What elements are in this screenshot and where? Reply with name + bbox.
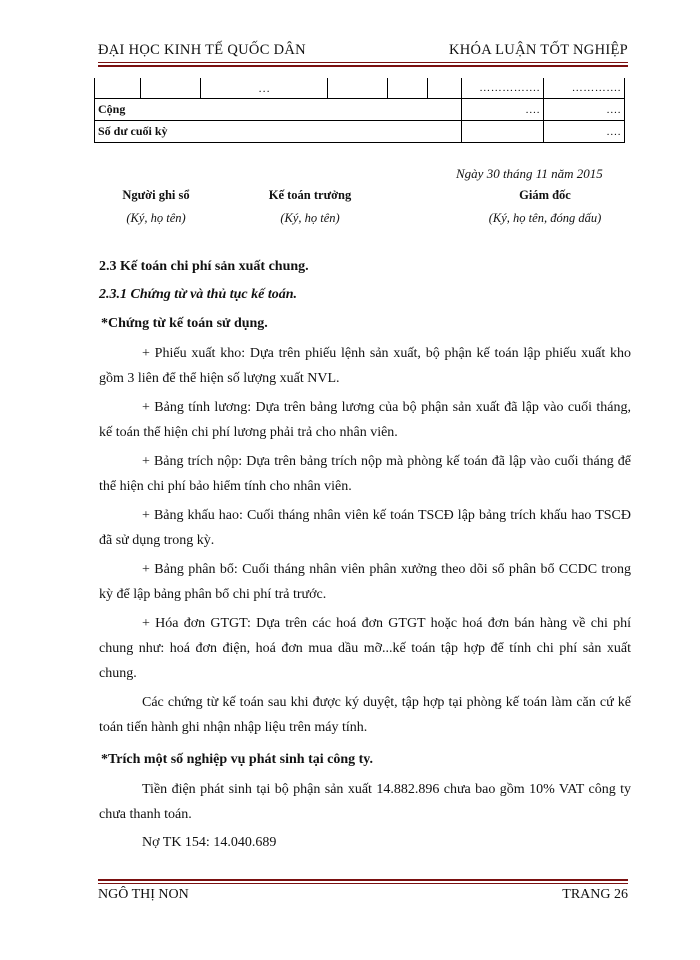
header-thesis: KHÓA LUẬN TỐT NGHIỆP	[448, 42, 628, 58]
table-row-balance	[95, 121, 625, 143]
paragraph: + Bảng trích nộp: Dựa trên bảng trích nộp mà phòng kế toán đã lập vào cuối tháng để thể hiện chi phí bảo hiểm tính cho nhân viên.	[99, 454, 631, 494]
total-label: Cộng	[95, 99, 462, 121]
signature-note: (Ký, họ tên)	[280, 211, 340, 225]
paragraph: Tiền điện phát sinh tại bộ phận sản xuất 14.882.896 chưa bao gồm 10% VAT công ty chưa thanh toán.	[99, 782, 631, 822]
footer-rule-thick	[98, 879, 628, 881]
signature-title: Người ghi sổ	[122, 188, 190, 202]
paragraph: + Bảng phân bổ: Cuối tháng nhân viên phân xưởng theo dõi sổ phân bổ CCDC trong kỳ để lập bảng phân bổ chi phí trả trước.	[99, 562, 631, 602]
paragraph: + Bảng tính lương: Dựa trên bảng lương của bộ phận sản xuất đã lập vào cuối tháng, kế toán thể hiện chi phí lương phải trả cho nhân viên.	[99, 400, 631, 440]
page-header	[98, 38, 628, 62]
balance-label: Số dư cuối kỳ	[95, 121, 462, 143]
signature-chief-accountant	[255, 188, 365, 226]
body-paragraphs	[99, 341, 631, 740]
signature-note: (Ký, họ tên, đóng dấu)	[488, 211, 602, 225]
paragraph: + Bảng khấu hao: Cuối tháng nhân viên kế toán TSCĐ lập bảng trích khấu hao TSCĐ đã sử dụng trong kỳ.	[99, 508, 631, 548]
ellipsis-cell: ………….	[544, 78, 625, 99]
signature-bookkeeper	[104, 188, 208, 226]
footer-rule-thin	[98, 883, 628, 884]
total-value-a: ….	[462, 99, 544, 121]
table-row	[95, 78, 625, 99]
total-value-b: ….	[544, 99, 625, 121]
ellipsis-cell: …	[200, 78, 328, 99]
signature-note: (Ký, họ tên)	[126, 211, 186, 225]
footer-page-number: TRANG 26	[562, 887, 628, 902]
header-university: ĐẠI HỌC KINH TẾ QUỐC DÂN	[98, 42, 306, 58]
signature-director	[470, 188, 620, 226]
ellipsis-cell: …………….	[462, 78, 544, 99]
ledger-table	[94, 78, 625, 143]
section-heading: 2.3 Kế toán chi phí sản xuất chung.	[99, 259, 309, 274]
table-row-total	[95, 99, 625, 121]
signature-title: Kế toán trưởng	[268, 188, 352, 202]
subsection-heading: 2.3.1 Chứng từ và thủ tục kế toán.	[99, 287, 298, 302]
entry-line: Nợ TK 154: 14.040.689	[142, 835, 277, 850]
footer-author: NGÔ THỊ NON	[98, 887, 189, 902]
paragraph: + Hóa đơn GTGT: Dựa trên các hoá đơn GTGT hoặc hoá đơn bán hàng về chi phí chung như: hoá đơn điện, hoá đơn mua dầu mỡ...kế toán tập hợp để tính chi phí sản xuất chung.	[99, 616, 631, 681]
balance-value: ….	[544, 121, 625, 143]
header-rule-thin	[98, 62, 628, 63]
vouchers-heading: *Chứng từ kế toán sử dụng.	[101, 316, 268, 331]
signature-title: Giám đốc	[519, 188, 571, 202]
header-rule-thick	[98, 65, 628, 67]
transaction-paragraph-block	[99, 777, 631, 827]
paragraph: + Phiếu xuất kho: Dựa trên phiếu lệnh sản xuất, bộ phận kế toán lập phiếu xuất kho gồm 3 liên để thể hiện số lượng xuất NVL.	[99, 346, 631, 386]
transactions-heading: *Trích một số nghiệp vụ phát sinh tại công ty.	[101, 752, 374, 767]
date-line: Ngày 30 tháng 11 năm 2015	[456, 166, 603, 181]
paragraph: Các chứng từ kế toán sau khi được ký duyệt, tập hợp tại phòng kế toán làm căn cứ kế toán tiến hành ghi nhận nhập liệu trên máy tính.	[99, 695, 631, 735]
